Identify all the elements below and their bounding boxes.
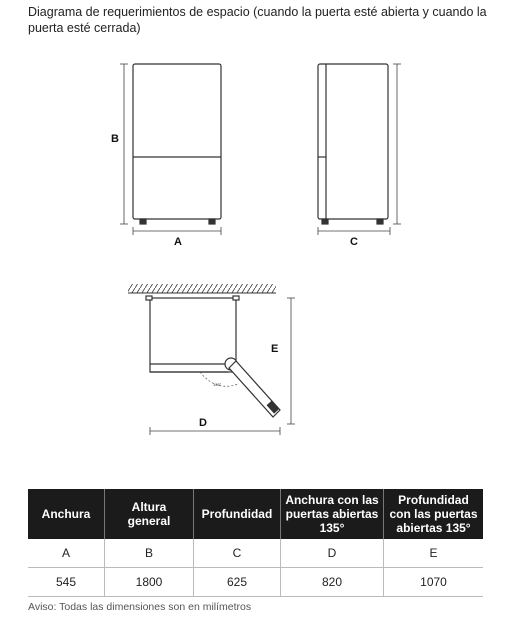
label-c: C (350, 236, 358, 248)
letter-cell-e: E (384, 539, 484, 568)
label-b: B (111, 133, 119, 145)
table-header-row (28, 489, 483, 539)
letter-cell-b: B (105, 539, 194, 568)
dimension-side-height (393, 64, 401, 224)
dimensions-note: Aviso: Todas las dimensiones son en milímetros (28, 601, 252, 613)
header-altura-general: Altura general (105, 489, 194, 539)
value-anchura: 545 (28, 568, 105, 597)
label-e: E (271, 343, 279, 355)
header-profundidad: Profundidad (194, 489, 281, 539)
dimensions-table (28, 489, 483, 597)
header-profundidad-puertas-abiertas: Profundidad con las puertas abiertas 135° (384, 489, 484, 539)
header-anchura: Anchura (28, 489, 105, 539)
letter-cell-a: A (28, 539, 105, 568)
header-anchura-puertas-abiertas: Anchura con las puertas abiertas 135° (281, 489, 384, 539)
value-profundidad-puertas-abiertas: 1070 (384, 568, 484, 597)
diagram-title: Diagrama de requerimientos de espacio (cuando la puerta esté abierta y cuando la puerta esté cerrada) (28, 5, 487, 35)
letter-cell-d: D (281, 539, 384, 568)
open-door (225, 358, 280, 417)
value-anchura-puertas-abiertas: 820 (281, 568, 384, 597)
angle-label: 135° (213, 382, 222, 387)
value-profundidad: 625 (194, 568, 281, 597)
letter-cell-c: C (194, 539, 281, 568)
dimension-d (150, 427, 280, 435)
front-view-fridge (133, 64, 221, 224)
top-view-fridge (146, 296, 239, 372)
dimension-e (287, 298, 295, 424)
dimension-b (120, 64, 128, 224)
table-row (28, 568, 483, 597)
table-row (28, 539, 483, 568)
value-altura-general: 1800 (105, 568, 194, 597)
dimension-c (318, 227, 390, 235)
wall (128, 284, 276, 293)
dimension-a (133, 227, 221, 235)
side-view-fridge (318, 64, 388, 224)
label-a: A (174, 236, 182, 248)
label-d: D (199, 417, 207, 429)
